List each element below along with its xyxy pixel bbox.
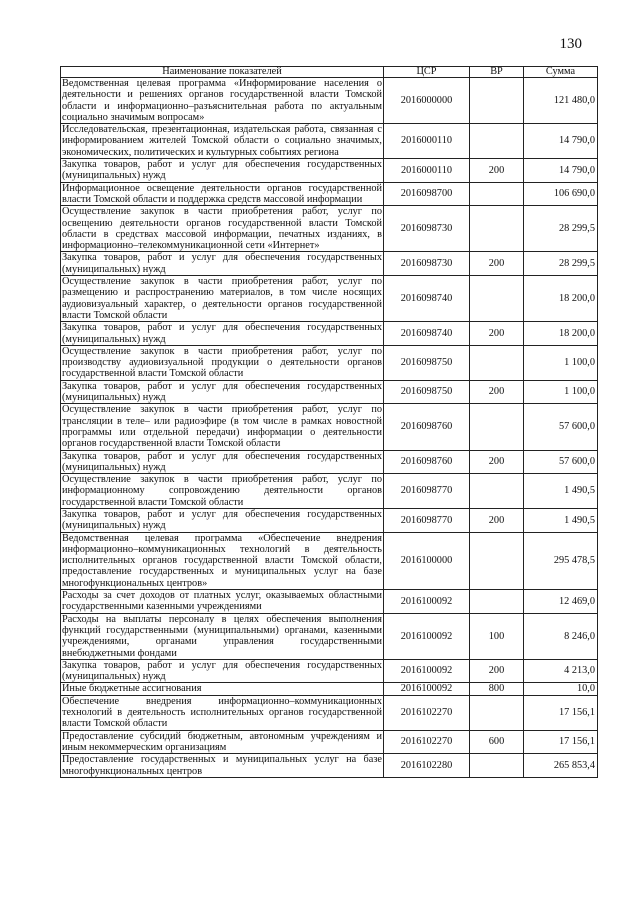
cell-csr: 2016100092 bbox=[384, 613, 470, 659]
cell-vr bbox=[470, 78, 524, 124]
table-row bbox=[61, 252, 598, 276]
cell-sum: 106 690,0 bbox=[524, 182, 598, 206]
cell-name: Ведомственная целевая программа «Информирование населения о деятельности и решениях органов государственной власти Томской области и информационно–разъяснительная работа по актуальным социально значимым вопросам» bbox=[62, 78, 382, 123]
cell-sum: 121 480,0 bbox=[524, 78, 598, 124]
table-header-row bbox=[61, 67, 598, 78]
cell-name: Осуществление закупок в части приобретения работ, услуг по информационному сопровождению деятельности органов государственной власти Томской области bbox=[62, 474, 382, 508]
budget-table bbox=[60, 66, 598, 778]
cell-csr: 2016098750 bbox=[384, 345, 470, 380]
cell-sum: 18 200,0 bbox=[524, 322, 598, 346]
cell-vr bbox=[470, 276, 524, 322]
cell-csr: 2016098740 bbox=[384, 276, 470, 322]
table-row bbox=[61, 683, 598, 695]
cell-csr: 2016100092 bbox=[384, 659, 470, 683]
cell-sum: 265 853,4 bbox=[524, 754, 598, 778]
cell-sum: 14 790,0 bbox=[524, 124, 598, 159]
cell-vr: 200 bbox=[470, 508, 524, 532]
cell-name: Иные бюджетные ассигнования bbox=[61, 683, 384, 695]
page-number: 130 bbox=[559, 36, 582, 52]
cell-csr: 2016100000 bbox=[384, 532, 470, 589]
table-row bbox=[61, 450, 598, 474]
cell-vr: 200 bbox=[470, 322, 524, 346]
cell-name: Закупка товаров, работ и услуг для обеспечения государственных (муниципальных) нужд bbox=[62, 322, 382, 345]
cell-sum: 295 478,5 bbox=[524, 532, 598, 589]
cell-vr: 200 bbox=[470, 252, 524, 276]
cell-vr bbox=[470, 532, 524, 589]
cell-sum: 1 100,0 bbox=[524, 345, 598, 380]
table-row bbox=[61, 590, 598, 614]
cell-sum: 57 600,0 bbox=[524, 450, 598, 474]
cell-name: Информационное освещение деятельности органов государственной власти Томской области и поддержка средств массовой информации bbox=[62, 182, 382, 205]
table-row bbox=[61, 754, 598, 778]
cell-sum: 12 469,0 bbox=[524, 590, 598, 614]
cell-sum: 1 490,5 bbox=[524, 474, 598, 509]
table-row bbox=[61, 322, 598, 346]
header-name: Наименование показателей bbox=[61, 67, 384, 78]
cell-sum: 17 156,1 bbox=[524, 730, 598, 754]
cell-sum: 18 200,0 bbox=[524, 276, 598, 322]
cell-vr bbox=[470, 754, 524, 778]
cell-name: Осуществление закупок в части приобретения работ, услуг по освещению деятельности органов государственной власти Томской области в средствах массовой информации, печатных изданиях, в информационно–телекоммуникационной сети «Интернет» bbox=[62, 206, 382, 252]
cell-vr bbox=[470, 404, 524, 450]
cell-vr: 600 bbox=[470, 730, 524, 754]
cell-vr: 200 bbox=[470, 659, 524, 683]
cell-csr: 2016102270 bbox=[384, 730, 470, 754]
cell-sum: 4 213,0 bbox=[524, 659, 598, 683]
cell-sum: 57 600,0 bbox=[524, 404, 598, 450]
table-row bbox=[61, 474, 598, 509]
cell-csr: 2016098740 bbox=[384, 322, 470, 346]
table-row bbox=[61, 159, 598, 183]
table-row bbox=[61, 206, 598, 252]
cell-csr: 2016102270 bbox=[384, 695, 470, 730]
cell-vr bbox=[470, 695, 524, 730]
cell-name: Закупка товаров, работ и услуг для обеспечения государственных (муниципальных) нужд bbox=[62, 159, 382, 182]
cell-name: Закупка товаров, работ и услуг для обеспечения государственных (муниципальных) нужд bbox=[62, 508, 382, 532]
cell-name: Закупка товаров, работ и услуг для обеспечения государственных (муниципальных) нужд bbox=[62, 659, 382, 683]
cell-csr: 2016000110 bbox=[384, 159, 470, 183]
table-row bbox=[61, 78, 598, 124]
cell-csr: 2016098770 bbox=[384, 508, 470, 532]
table-row bbox=[61, 613, 598, 659]
cell-sum: 14 790,0 bbox=[524, 159, 598, 183]
table-row bbox=[61, 182, 598, 206]
cell-name: Закупка товаров, работ и услуг для обеспечения государственных (муниципальных) нужд bbox=[62, 380, 382, 404]
cell-csr: 2016102280 bbox=[384, 754, 470, 778]
cell-csr: 2016098760 bbox=[384, 404, 470, 450]
header-sum: Сумма bbox=[524, 67, 598, 78]
cell-name: Ведомственная целевая программа «Обеспечение внедрения информационно–коммуникационных технологий в деятельность исполнительных органов государственной власти Томской области, предоставление государственных и муниципальных услуг на базе многофункциональных центров» bbox=[62, 532, 382, 589]
table-row bbox=[61, 276, 598, 322]
table-row bbox=[61, 508, 598, 532]
cell-sum: 17 156,1 bbox=[524, 695, 598, 730]
cell-name: Закупка товаров, работ и услуг для обеспечения государственных (муниципальных) нужд bbox=[62, 252, 382, 275]
cell-sum: 10,0 bbox=[524, 683, 598, 695]
cell-name: Расходы на выплаты персоналу в целях обеспечения выполнения функций государственными (муниципальными) органами, казенными учреждениями, органами управления государственными внебюджетными фондами bbox=[62, 613, 382, 659]
cell-csr: 2016000000 bbox=[384, 78, 470, 124]
header-csr: ЦСР bbox=[384, 67, 470, 78]
cell-name: Осуществление закупок в части приобретения работ, услуг по трансляции в теле– или радиоэфире (в том числе в рамках новостной программы или отдельной передачи) информации о деятельности органов государственной власти Томской области bbox=[62, 404, 382, 450]
cell-sum: 1 490,5 bbox=[524, 508, 598, 532]
cell-csr: 2016100092 bbox=[384, 683, 470, 695]
table-row bbox=[61, 124, 598, 159]
cell-csr: 2016098750 bbox=[384, 380, 470, 404]
cell-csr: 2016100092 bbox=[384, 590, 470, 614]
cell-csr: 2016098770 bbox=[384, 474, 470, 509]
cell-sum: 1 100,0 bbox=[524, 380, 598, 404]
cell-vr: 200 bbox=[470, 159, 524, 183]
cell-csr: 2016098760 bbox=[384, 450, 470, 474]
cell-sum: 8 246,0 bbox=[524, 613, 598, 659]
table-row bbox=[61, 695, 598, 730]
cell-name: Предоставление субсидий бюджетным, автономным учреждениям и иным некоммерческим организациям bbox=[62, 730, 382, 753]
cell-vr bbox=[470, 206, 524, 252]
table-row bbox=[61, 659, 598, 683]
cell-vr: 200 bbox=[470, 450, 524, 474]
table-row bbox=[61, 380, 598, 404]
cell-csr: 2016098730 bbox=[384, 206, 470, 252]
cell-vr: 100 bbox=[470, 613, 524, 659]
table-row bbox=[61, 730, 598, 754]
cell-sum: 28 299,5 bbox=[524, 252, 598, 276]
cell-name: Расходы за счет доходов от платных услуг, оказываемых областными государственными казенными учреждениями bbox=[62, 590, 382, 613]
cell-vr: 200 bbox=[470, 380, 524, 404]
cell-vr bbox=[470, 474, 524, 509]
table-row bbox=[61, 404, 598, 450]
cell-csr: 2016000110 bbox=[384, 124, 470, 159]
table-row bbox=[61, 532, 598, 589]
cell-name: Осуществление закупок в части приобретения работ, услуг по производству аудиовизуальной продукции о деятельности органов государственной власти Томской области bbox=[62, 345, 382, 380]
cell-name: Осуществление закупок в части приобретения работ, услуг по размещению и распространению материалов, в том числе носящих аудиовизуальный характер, о деятельности органов государственной власти Томской области bbox=[62, 276, 382, 321]
cell-name: Закупка товаров, работ и услуг для обеспечения государственных (муниципальных) нужд bbox=[62, 450, 382, 473]
cell-vr bbox=[470, 345, 524, 380]
cell-vr bbox=[470, 182, 524, 206]
cell-csr: 2016098730 bbox=[384, 252, 470, 276]
cell-vr bbox=[470, 124, 524, 159]
cell-name: Исследовательская, презентационная, издательская работа, связанная с информированием жителей Томской области о социально значимых, экономических, политических и культурных событиях региона bbox=[62, 124, 382, 158]
cell-name: Предоставление государственных и муниципальных услуг на базе многофункциональных центров bbox=[62, 754, 382, 777]
header-vr: ВР bbox=[470, 67, 524, 78]
cell-csr: 2016098700 bbox=[384, 182, 470, 206]
table-row bbox=[61, 345, 598, 380]
cell-vr bbox=[470, 590, 524, 614]
cell-name: Обеспечение внедрения информационно–коммуникационных технологий в деятельность исполнительных органов государственной власти Томской области bbox=[62, 695, 382, 730]
cell-vr: 800 bbox=[470, 683, 524, 695]
cell-sum: 28 299,5 bbox=[524, 206, 598, 252]
